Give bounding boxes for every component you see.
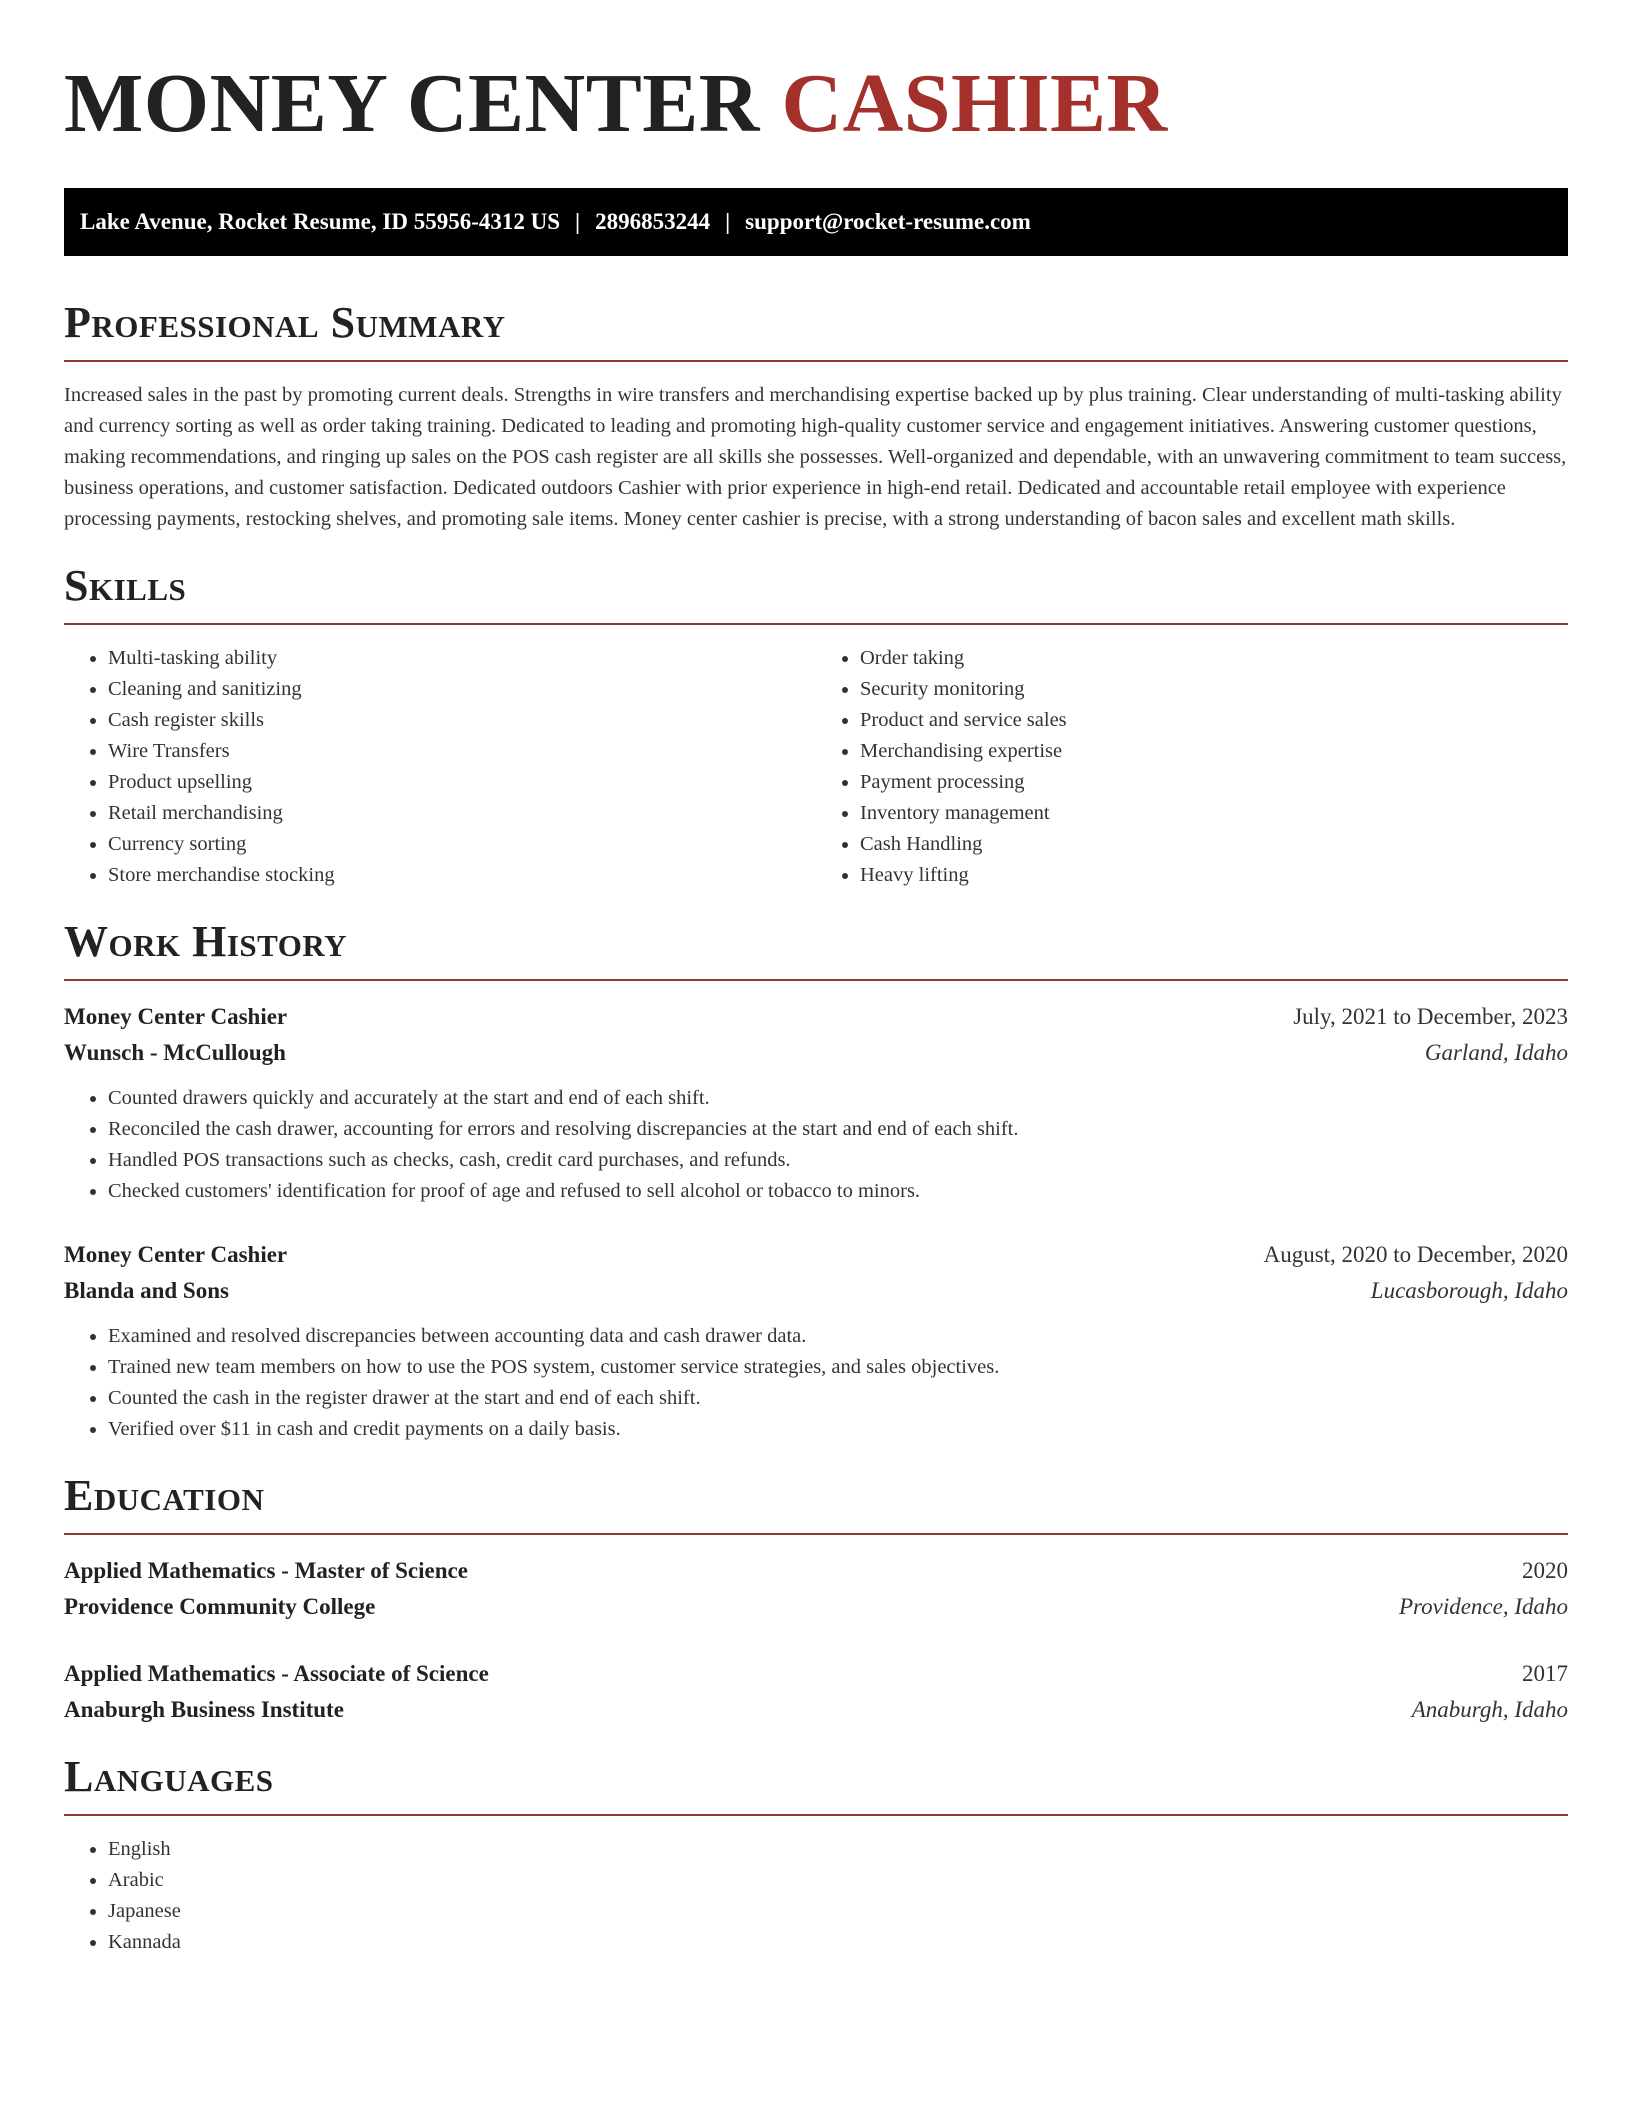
skill-item: • Product and service sales (860, 705, 1568, 736)
education-location: Providence, Idaho (1398, 1594, 1568, 1619)
job-header (64, 999, 1568, 1035)
contact-separator: | (575, 209, 581, 234)
language-item: • Arabic (108, 1865, 1568, 1896)
education-title: Education (64, 1471, 265, 1520)
education-entry (64, 1656, 1568, 1728)
education-year: 2017 (1522, 1661, 1568, 1686)
skills-list-right (816, 643, 1568, 891)
skill-item: • Store merchandise stocking (108, 860, 816, 891)
education-section (64, 1471, 1568, 1728)
name-accent: CASHIER (781, 57, 1168, 150)
job-duty: • Counted the cash in the register drawer at the start and end of each shift. (108, 1383, 1568, 1414)
skill-item: • Cash Handling (860, 829, 1568, 860)
languages-list (64, 1834, 1568, 1958)
job-dates: August, 2020 to December, 2020 (1263, 1242, 1568, 1267)
language-item: • Japanese (108, 1896, 1568, 1927)
languages-section (64, 1752, 1568, 1958)
resume-name (64, 58, 1568, 150)
languages-title: Languages (64, 1752, 274, 1801)
skill-item: • Inventory management (860, 798, 1568, 829)
education-degree: Applied Mathematics - Master of Science (64, 1558, 468, 1583)
section-divider (64, 1533, 1568, 1535)
skill-item: • Cleaning and sanitizing (108, 674, 816, 705)
job-duty: • Examined and resolved discrepancies between accounting data and cash drawer data. (108, 1321, 1568, 1352)
skill-item: • Merchandising expertise (860, 736, 1568, 767)
skill-item: • Payment processing (860, 767, 1568, 798)
job-company: Blanda and Sons (64, 1278, 229, 1303)
contact-separator: | (725, 209, 731, 234)
work-history-section (64, 917, 1568, 1445)
skill-item: • Order taking (860, 643, 1568, 674)
skill-item: • Security monitoring (860, 674, 1568, 705)
job-duties (64, 1321, 1568, 1445)
contact-address: Lake Avenue, Rocket Resume, ID 55956-4312 US (80, 209, 561, 234)
job-header (64, 1237, 1568, 1273)
work-history-title: Work History (64, 917, 348, 966)
job-dates: July, 2021 to December, 2023 (1293, 1004, 1568, 1029)
summary-text: Increased sales in the past by promoting current deals. Strengths in wire transfers and merchandising expertise backed up by plus training. Clear understanding of multi-tasking ability and currency sorting as well as order taking training. Dedicated to leading and promoting high-quality customer service and engagement initiatives. Answering customer questions, making recommendations, and ringing up sales on the POS cash register are all skills she possesses. Well-organized and dependable, with an unwavering commitment to team success, business operations, and customer satisfaction. Dedicated outdoors Cashier with prior experience in high-end retail. Dedicated and accountable retail employee with experience processing payments, restocking shelves, and promoting sale items. Money center cashier is precise, with a strong understanding of bacon sales and excellent math skills. (64, 384, 1567, 530)
job-title: Money Center Cashier (64, 1004, 288, 1029)
education-header (64, 1656, 1568, 1692)
education-location: Anaburgh, Idaho (1411, 1697, 1568, 1722)
section-divider (64, 979, 1568, 981)
contact-email: support@rocket-resume.com (745, 209, 1031, 234)
skill-item: • Multi-tasking ability (108, 643, 816, 674)
job-duty: • Reconciled the cash drawer, accounting for errors and resolving discrepancies at the start and end of each shift. (108, 1114, 1568, 1145)
education-subheader (64, 1589, 1568, 1625)
education-header (64, 1553, 1568, 1589)
contact-phone: 2896853244 (595, 209, 711, 234)
language-item: • Kannada (108, 1927, 1568, 1958)
job-title: Money Center Cashier (64, 1242, 288, 1267)
job-duty: • Handled POS transactions such as checks, cash, credit card purchases, and refunds. (108, 1145, 1568, 1176)
skill-item: • Currency sorting (108, 829, 816, 860)
job-entry (64, 999, 1568, 1207)
summary-section (64, 298, 1568, 535)
job-location: Lucasborough, Idaho (1370, 1278, 1568, 1303)
job-entry (64, 1237, 1568, 1445)
skills-title: Skills (64, 561, 187, 610)
education-year: 2020 (1522, 1558, 1568, 1583)
skills-list-left (64, 643, 816, 891)
education-school: Providence Community College (64, 1594, 376, 1619)
job-duty: • Checked customers' identification for proof of age and refused to sell alcohol or tobacco to minors. (108, 1176, 1568, 1207)
skill-item: • Cash register skills (108, 705, 816, 736)
job-subheader (64, 1035, 1568, 1071)
job-duty: • Trained new team members on how to use the POS system, customer service strategies, and sales objectives. (108, 1352, 1568, 1383)
section-divider (64, 1814, 1568, 1816)
education-subheader (64, 1692, 1568, 1728)
job-subheader (64, 1273, 1568, 1309)
skills-grid (64, 643, 1568, 891)
section-divider (64, 360, 1568, 362)
job-company: Wunsch - McCullough (64, 1040, 286, 1065)
job-location: Garland, Idaho (1424, 1040, 1568, 1065)
job-duty: • Counted drawers quickly and accurately at the start and end of each shift. (108, 1083, 1568, 1114)
education-entry (64, 1553, 1568, 1625)
language-item: • English (108, 1834, 1568, 1865)
education-degree: Applied Mathematics - Associate of Science (64, 1661, 489, 1686)
contact-bar (64, 188, 1568, 256)
job-duties (64, 1083, 1568, 1207)
education-school: Anaburgh Business Institute (64, 1697, 344, 1722)
skill-item: • Wire Transfers (108, 736, 816, 767)
section-divider (64, 623, 1568, 625)
job-duty: • Verified over $11 in cash and credit payments on a daily basis. (108, 1414, 1568, 1445)
skill-item: • Product upselling (108, 767, 816, 798)
skill-item: • Retail merchandising (108, 798, 816, 829)
name-primary: MONEY CENTER (64, 57, 760, 150)
skills-section (64, 561, 1568, 891)
summary-title: Professional Summary (64, 298, 506, 347)
skill-item: • Heavy lifting (860, 860, 1568, 891)
